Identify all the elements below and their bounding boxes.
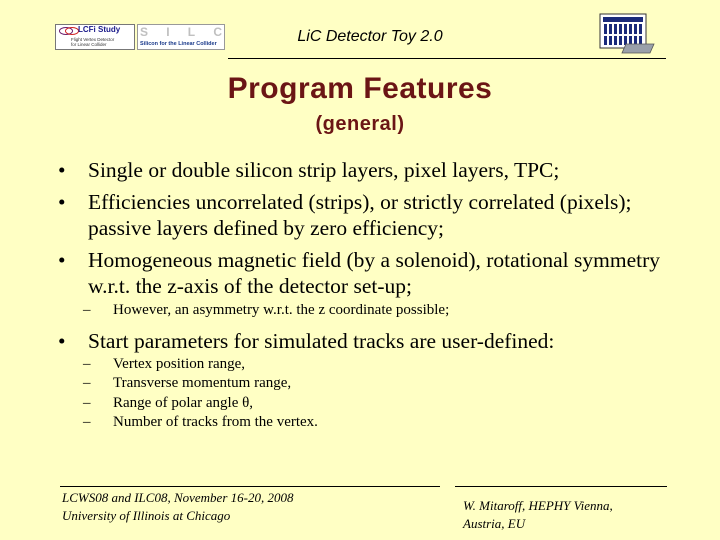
lcfi-logo	[55, 24, 135, 50]
bullet-list	[58, 157, 678, 433]
bullet-item	[58, 247, 678, 299]
dash-icon: –	[83, 414, 91, 430]
bullet-text: Homogeneous magnetic field (by a solenoid), rotational symmetry w.r.t. the z-axis of the detector set-up;	[88, 248, 660, 298]
sub-bullet-text: Range of polar angle θ,	[113, 394, 254, 411]
slide-subtitle: (general)	[315, 113, 405, 135]
footer-rule-left	[60, 486, 440, 487]
sub-bullet-text: However, an asymmetry w.r.t. the z coordinate possible;	[113, 302, 450, 318]
dash-icon: –	[83, 394, 91, 411]
bullet-text: Start parameters for simulated tracks are user-defined:	[88, 328, 555, 353]
sub-bullet-text: Vertex position range,	[113, 355, 246, 372]
sub-bullet-item	[58, 394, 678, 414]
sub-bullet-item	[58, 301, 678, 321]
bullet-icon: •	[58, 328, 66, 353]
bullet-text: Single or double silicon strip layers, pixel layers, TPC;	[88, 158, 560, 182]
bullet-icon: •	[58, 158, 66, 182]
sub-bullet-item	[58, 374, 678, 394]
lcfi-ring-icon	[65, 27, 79, 35]
silc-letters	[140, 25, 222, 39]
header-rule	[228, 58, 666, 59]
bullet-item	[58, 328, 678, 354]
footer-conference-line: LCWS08 and ILC08, November 16-20, 2008	[62, 490, 294, 505]
lcfi-logo-subtext: Flight Vertex Detector for Linear Collider	[71, 37, 115, 47]
dash-icon: –	[83, 355, 91, 372]
footer-conference	[62, 489, 293, 525]
dash-icon: –	[83, 302, 91, 318]
bullet-item	[58, 189, 678, 241]
header-title: LiC Detector Toy 2.0	[297, 28, 443, 45]
silc-letter: L	[187, 25, 196, 39]
footer-author-line: Austria, EU	[463, 516, 526, 531]
bullet-item	[58, 157, 678, 183]
silc-letter: I	[166, 25, 170, 39]
sub-bullet-text: Number of tracks from the vertex.	[113, 414, 318, 430]
sub-bullet-text: Transverse momentum range,	[113, 375, 292, 391]
bullet-text: Efficiencies uncorrelated (strips), or strictly correlated (pixels); passive layers defined by zero efficiency;	[88, 190, 632, 240]
footer-conference-line: University of Illinois at Chicago	[62, 508, 231, 523]
sub-bullet-item	[58, 355, 678, 375]
silc-logo-subtext: Silicon for the Linear Collider	[140, 41, 217, 47]
bullet-icon: •	[58, 248, 66, 272]
hephy-logo-icon	[596, 12, 656, 54]
sub-bullet-item	[58, 413, 678, 433]
bullet-icon: •	[58, 190, 66, 214]
silc-letter: S	[140, 25, 149, 39]
footer-author	[463, 497, 613, 533]
silc-logo	[137, 24, 225, 50]
silc-letter: C	[213, 25, 222, 39]
slide-title: Program Features	[227, 72, 493, 105]
footer-rule-right	[455, 486, 667, 487]
footer-author-line: W. Mitaroff, HEPHY Vienna,	[463, 498, 613, 513]
dash-icon: –	[83, 375, 91, 391]
lcfi-logo-name: LCFi Study	[78, 25, 121, 34]
